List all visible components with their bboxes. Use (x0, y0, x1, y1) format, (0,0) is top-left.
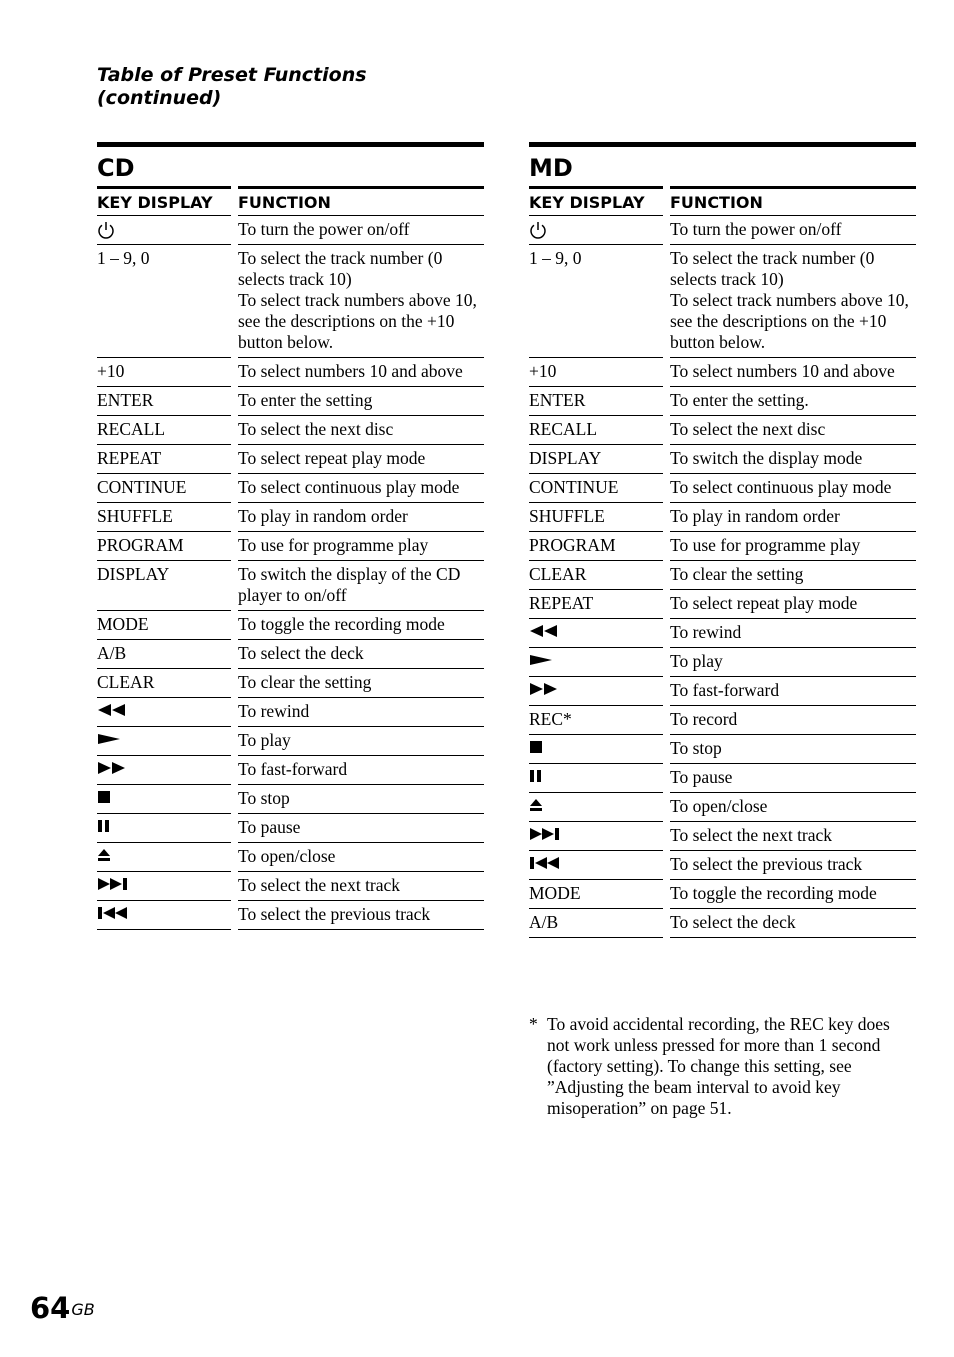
footnote (529, 1014, 916, 1119)
table-row (97, 245, 484, 358)
next-track-icon (97, 872, 231, 901)
key-label: +10 (529, 358, 663, 387)
fast-forward-icon (97, 756, 231, 785)
function-description: To record (670, 706, 916, 735)
function-description: To play (238, 727, 484, 756)
md-section (529, 142, 916, 938)
function-description: To stop (670, 735, 916, 764)
table-row (97, 474, 484, 503)
function-description: To select the next track (670, 822, 916, 851)
play-icon (529, 648, 663, 677)
function-description: To select the next track (238, 872, 484, 901)
page-number-value: 64 (30, 1291, 71, 1325)
cd-table-body (97, 216, 484, 930)
table-row (97, 503, 484, 532)
table-row (529, 764, 916, 793)
cd-section (97, 142, 484, 930)
function-description: To use for programme play (238, 532, 484, 561)
table-row (529, 532, 916, 561)
function-description: To open/close (238, 843, 484, 872)
table-row (529, 503, 916, 532)
table-row (529, 358, 916, 387)
play-icon (97, 727, 231, 756)
key-label: DISPLAY (97, 561, 231, 611)
fast-forward-icon (529, 677, 663, 706)
function-description: To select numbers 10 and above (670, 358, 916, 387)
key-label: PROGRAM (97, 532, 231, 561)
function-description: To select the next disc (670, 416, 916, 445)
key-label: REPEAT (97, 445, 231, 474)
function-description: To play (670, 648, 916, 677)
table-header (97, 186, 484, 216)
rewind-icon (97, 698, 231, 727)
function-description: To select the deck (238, 640, 484, 669)
key-label: CLEAR (529, 561, 663, 590)
table-row (529, 245, 916, 358)
key-label: MODE (97, 611, 231, 640)
power-icon (97, 216, 231, 245)
key-label: CONTINUE (97, 474, 231, 503)
function-description: To select repeat play mode (238, 445, 484, 474)
function-description: To use for programme play (670, 532, 916, 561)
table-header (529, 186, 916, 216)
table-row (529, 880, 916, 909)
page-number-suffix: GB (71, 1300, 95, 1319)
eject-icon (529, 793, 663, 822)
table-row (529, 474, 916, 503)
table-row (529, 648, 916, 677)
table-row (529, 909, 916, 938)
table-row (97, 785, 484, 814)
table-row (97, 416, 484, 445)
key-label: CLEAR (97, 669, 231, 698)
function-description: To fast-forward (238, 756, 484, 785)
table-row (529, 677, 916, 706)
function-description: To fast-forward (670, 677, 916, 706)
section-title-cd: CD (97, 154, 135, 182)
table-row (97, 640, 484, 669)
function-description: To toggle the recording mode (238, 611, 484, 640)
key-label: ENTER (97, 387, 231, 416)
header-title: Table of Preset Functions (97, 64, 367, 86)
function-description: To play in random order (670, 503, 916, 532)
table-row (97, 698, 484, 727)
md-table (529, 186, 916, 938)
table-row (97, 358, 484, 387)
column-header-function: FUNCTION (670, 186, 916, 216)
key-label: 1 – 9, 0 (529, 245, 663, 358)
key-label: SHUFFLE (97, 503, 231, 532)
function-description: To clear the setting (670, 561, 916, 590)
key-label: +10 (97, 358, 231, 387)
function-description: To select the track number (0 selects track 10) To select track numbers above 10, see the descriptions on the +10 button below. (238, 245, 484, 358)
table-row (529, 822, 916, 851)
table-row (529, 445, 916, 474)
power-icon (529, 216, 663, 245)
pause-icon (529, 764, 663, 793)
table-row (97, 387, 484, 416)
function-description: To select the next disc (238, 416, 484, 445)
key-label: SHUFFLE (529, 503, 663, 532)
function-description: To switch the display of the CD player to on/off (238, 561, 484, 611)
rewind-icon (529, 619, 663, 648)
function-description: To pause (238, 814, 484, 843)
function-description: To select the previous track (670, 851, 916, 880)
table-row (529, 561, 916, 590)
section-title-md: MD (529, 154, 573, 182)
page-number (30, 1290, 95, 1326)
function-description: To open/close (670, 793, 916, 822)
table-row (529, 706, 916, 735)
table-row (529, 590, 916, 619)
key-label: 1 – 9, 0 (97, 245, 231, 358)
stop-icon (97, 785, 231, 814)
table-row (97, 901, 484, 930)
function-description: To select the previous track (238, 901, 484, 930)
pause-icon (97, 814, 231, 843)
column-header-key: KEY DISPLAY (97, 186, 231, 216)
table-row (97, 843, 484, 872)
table-row (529, 851, 916, 880)
column-header-key: KEY DISPLAY (529, 186, 663, 216)
footnote-text: To avoid accidental recording, the REC key does not work unless pressed for more than 1 second (factory setting). To change this setting, see ”Adjusting the beam interval to avoid key misoperation” on page 51. (547, 1014, 890, 1118)
key-label: A/B (529, 909, 663, 938)
key-label: CONTINUE (529, 474, 663, 503)
function-description: To select the deck (670, 909, 916, 938)
table-row (97, 532, 484, 561)
function-description: To clear the setting (238, 669, 484, 698)
function-description: To rewind (238, 698, 484, 727)
footnote-marker: * (529, 1014, 538, 1034)
key-label: A/B (97, 640, 231, 669)
function-description: To select repeat play mode (670, 590, 916, 619)
table-row (97, 445, 484, 474)
table-row (97, 727, 484, 756)
table-row (529, 216, 916, 245)
key-label: RECALL (97, 416, 231, 445)
header-subtitle: (continued) (97, 87, 222, 109)
function-description: To toggle the recording mode (670, 880, 916, 909)
table-row (529, 735, 916, 764)
function-description: To pause (670, 764, 916, 793)
table-row (529, 793, 916, 822)
table-row (97, 872, 484, 901)
table-row (97, 611, 484, 640)
key-label: ENTER (529, 387, 663, 416)
table-row (97, 756, 484, 785)
function-description: To turn the power on/off (238, 216, 484, 245)
key-label: PROGRAM (529, 532, 663, 561)
table-row (529, 416, 916, 445)
key-label: MODE (529, 880, 663, 909)
key-label: DISPLAY (529, 445, 663, 474)
function-description: To select the track number (0 selects track 10) To select track numbers above 10, see the descriptions on the +10 button below. (670, 245, 916, 358)
function-description: To switch the display mode (670, 445, 916, 474)
previous-track-icon (529, 851, 663, 880)
key-label: REC* (529, 706, 663, 735)
table-row (529, 387, 916, 416)
function-description: To select continuous play mode (670, 474, 916, 503)
cd-table (97, 186, 484, 930)
table-row (97, 669, 484, 698)
table-row (97, 561, 484, 611)
function-description: To select continuous play mode (238, 474, 484, 503)
function-description: To play in random order (238, 503, 484, 532)
function-description: To enter the setting. (670, 387, 916, 416)
function-description: To stop (238, 785, 484, 814)
function-description: To turn the power on/off (670, 216, 916, 245)
next-track-icon (529, 822, 663, 851)
function-description: To select numbers 10 and above (238, 358, 484, 387)
key-label: REPEAT (529, 590, 663, 619)
stop-icon (529, 735, 663, 764)
key-label: RECALL (529, 416, 663, 445)
md-table-body (529, 216, 916, 938)
page-header (97, 64, 477, 110)
function-description: To enter the setting (238, 387, 484, 416)
previous-track-icon (97, 901, 231, 930)
table-row (529, 619, 916, 648)
table-row (97, 814, 484, 843)
function-description: To rewind (670, 619, 916, 648)
column-header-function: FUNCTION (238, 186, 484, 216)
table-row (97, 216, 484, 245)
eject-icon (97, 843, 231, 872)
